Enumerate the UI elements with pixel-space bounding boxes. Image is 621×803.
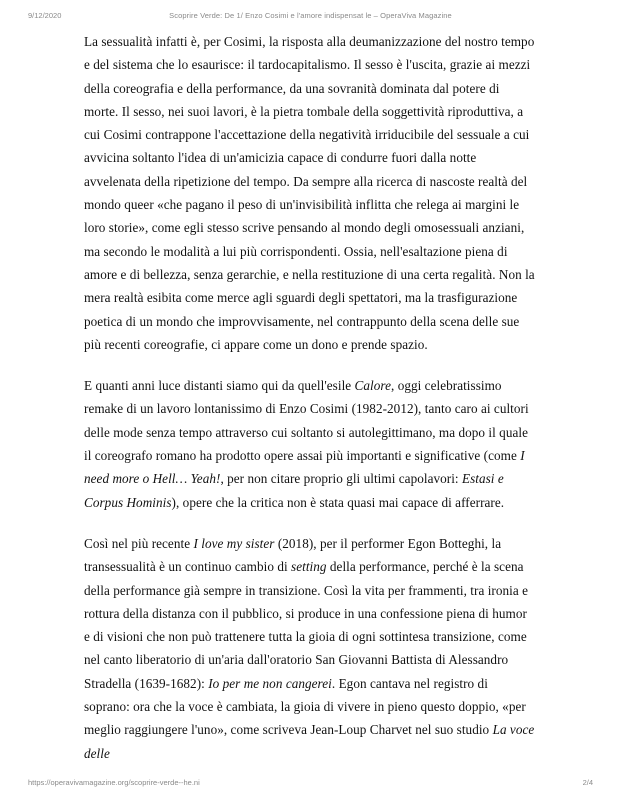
body-text: , per non citare proprio gli ultimi capolavori: [220,471,462,487]
body-text: . Egon cantava nel registro di soprano: ora che la voce è cambiata, la gioia di vivere in pieno questo doppio, «per meglio raggiungere l'uno», come scriveva Jean-Loup Charvet nel suo studio [84,675,526,738]
emphasized-text: I love my sister [193,535,275,551]
emphasized-text: Estasi e Corpus Hominis [84,471,504,510]
body-text: E quanti anni luce distanti siamo qui da quell'esile [84,378,355,394]
body-text: ), opere che la critica non è stata quasi mai capace di afferrare. [171,494,505,510]
emphasized-text: La voce delle [84,722,535,761]
body-text: , oggi celebratissimo remake di un lavoro lontanissimo di Enzo Cosimi (1982-2012), tanto caro ai cultori delle mode senza tempo attraverso cui soltanto si autolegittimano, ma dopo il quale il coreografo romano ha prodotto opere assai più importanti e significative (come [84,378,529,464]
emphasized-text: Io per me non cangerei [208,675,332,691]
body-text: Così nel più recente [84,535,194,551]
body-text: della performance, perché è la scena della performance già sempre in transizione. Così la vita per frammenti, tra ironia e rottura della distanza con il pubblico, si produce in una confessione piena di humor e di visioni che non può trattenere tutta la gioia di ogni sottintesa transizione, come nel canto liberatorio di un'aria dall'oratorio San Giovanni Battista di Alessandro Stradella (1639-1682): [84,559,529,691]
footer-page-number: 2/4 [582,778,593,787]
emphasized-text: I need more o Hell… Yeah! [84,448,525,487]
emphasized-text: setting [291,559,327,575]
footer-url: https://operavivamagazine.org/scoprire-verde--he.ni [28,778,200,787]
paragraph-1 [84,30,536,356]
document-body [84,30,536,765]
header-date: 9/12/2020 [28,11,62,20]
paragraph-3 [84,532,536,765]
page-footer [0,777,621,789]
paragraph-2 [84,374,536,514]
page-header [0,10,621,22]
body-text: (2018), per il performer Egon Botteghi, la transessualità è un continuo cambio di [84,535,502,575]
body-text: La sessualità infatti è, per Cosimi, la risposta alla deumanizzazione del nostro tempo e del sistema che lo esaurisce: il tardocapitalismo. Il sesso è l'uscita, grazie ai mezzi della coreografia e della performance, da una sovranità dominata dal potere di morte. Il sesso, nei suoi lavori, è la pietra tombale della soggettività riproduttiva, a cui Cosimi contrappone l'accettazione della negatività irriducibile del sessuale a cui avvicina soltanto l'idea di un'amicizia capace di condurre fuori dalla notte avvelenata della ripetizione del tempo. Da sempre alla ricerca di nascoste realtà del mondo queer «che pagano il peso di un'invisibilità inflitta che relega ai margini le loro storie», come egli stesso scrive pensando al mondo degli omosessuali anziani, ma secondo le modalità a lui più corrispondenti. Ossia, nell'esaltazione piena di amore e di bellezza, senza gerarchie, e nella restituzione di una certa regalità. Non la mera realtà esibita come merce agli sguardi degli spettatori, ma la trasfigurazione poetica di un mondo che improvvisamente, nel contrappunto della scena delle sue più recenti coreografie, ci appare come un dono e prende spazio. [84,34,535,352]
emphasized-text: Calore [354,378,391,394]
header-title: Scoprire Verde: De 1/ Enzo Cosimi e l'amore indispensat le – OperaViva Magazine [169,11,452,20]
